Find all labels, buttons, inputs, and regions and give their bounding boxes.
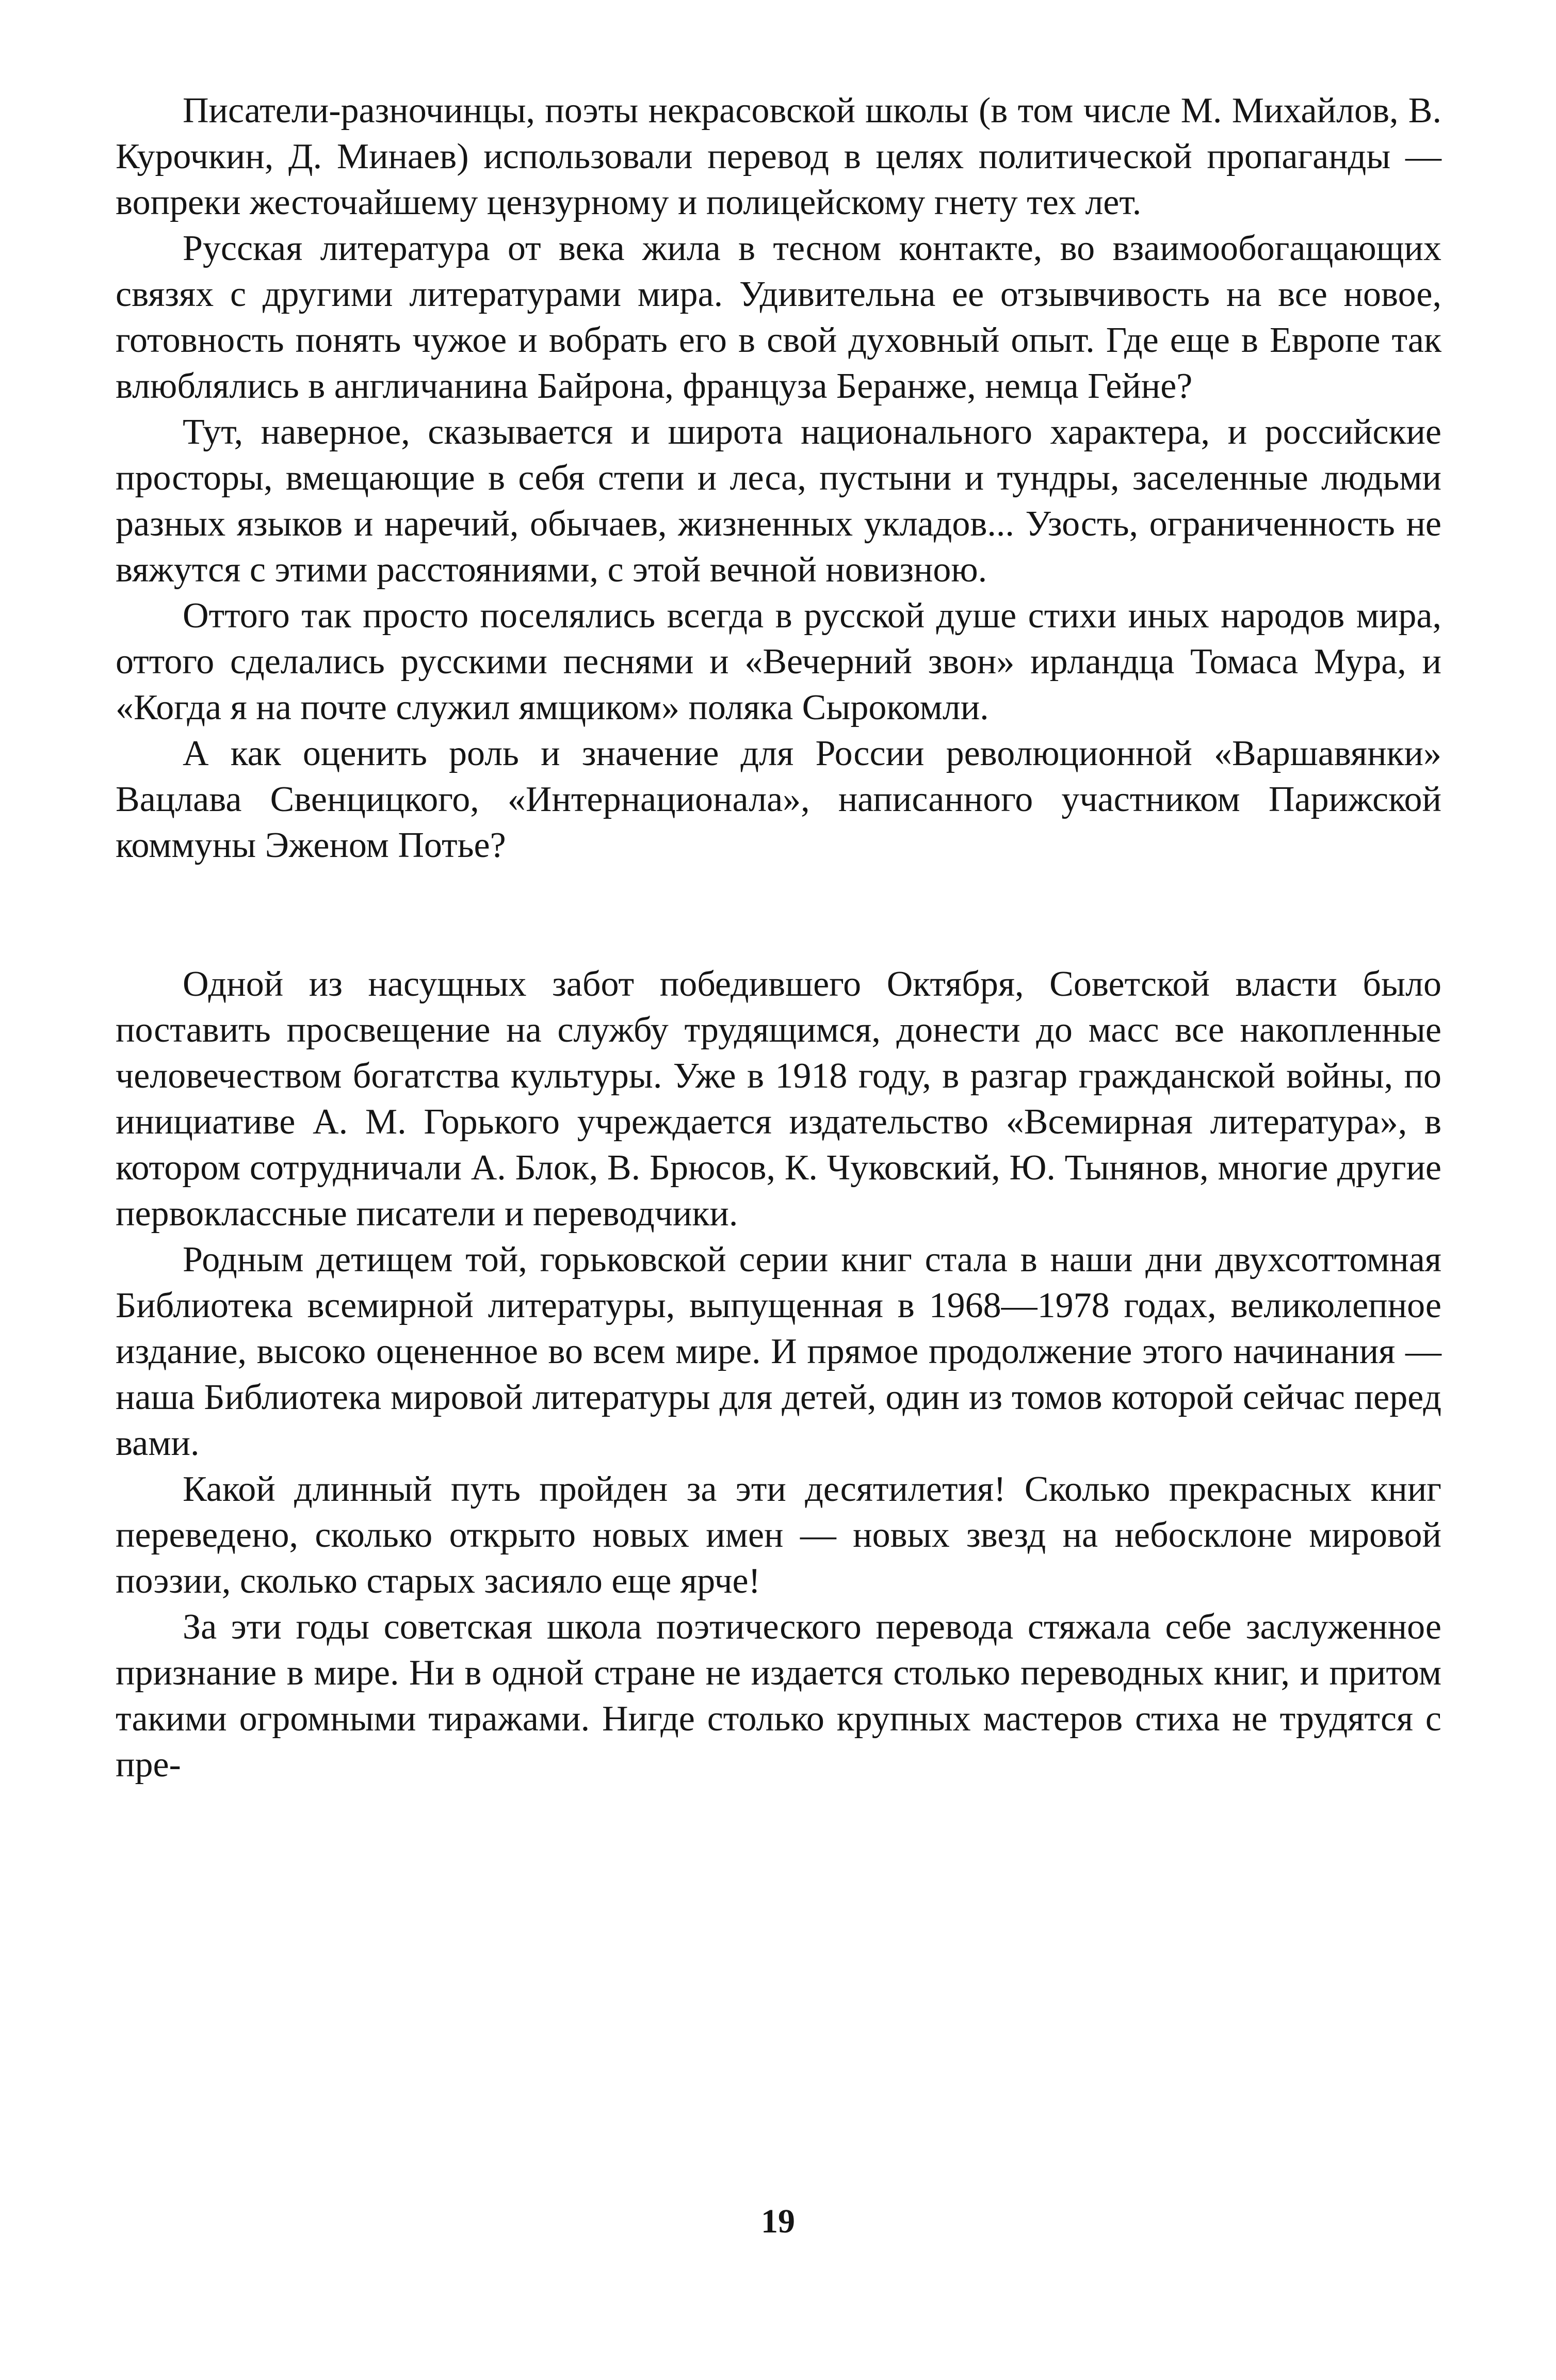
paragraph: Одной из насущных забот победившего Октября, Советской власти было поставить просвещение на службу трудящимся, донести до масс все накопленные человечеством богатства культуры. Уже в 1918 году, в разгар гражданской войны, по инициативе А. М. Горького учреждается издательство «Всемирная литература», в котором сотрудничали А. Блок, В. Брюсов, К. Чуковский, Ю. Тынянов, многие другие первоклассные писатели и переводчики. xyxy=(116,964,1441,1234)
paragraph: Русская литература от века жила в тесном контакте, во взаимообогащающих связях с другими литературами мира. Удивительна ее отзывчивость на все новое, готовность понять чужое и вобрать его в свой духовный опыт. Где еще в Европе так влюблялись в англичанина Байрона, француза Беранже, немца Гейне? xyxy=(116,229,1441,406)
paragraph: Оттого так просто поселялись всегда в русской душе стихи иных народов мира, оттого сделались русскими песнями и «Вечерний звон» ирландца Томаса Мура, и «Когда я на почте служил ямщиком» поляка Сырокомли. xyxy=(116,596,1441,727)
paragraph: Родным детищем той, горьковской серии книг стала в наши дни двухсоттомная Библиотека всемирной литературы, выпущенная в 1968—1978 годах, великолепное издание, высоко оцененное во всем мире. И прямое продолжение этого начинания — наша Библиотека мировой литературы для детей, один из томов которой сейчас перед вами. xyxy=(116,1240,1441,1463)
page-number: 19 xyxy=(761,2203,795,2240)
section-break xyxy=(116,868,1441,961)
paragraph: Писатели-разночинцы, поэты некрасовской школы (в том числе М. Михайлов, В. Курочкин, Д. Минаев) использовали перевод в целях политической пропаганды — вопреки жесточайшему цензурному и полицейскому гнету тех лет. xyxy=(116,91,1441,222)
paragraph: За эти годы советская школа поэтического перевода стяжала себе заслуженное признание в мире. Ни в одной стране не издается столько переводных книг, и притом такими огромными тиражами. Нигде столько крупных мастеров стиха не трудятся с пре- xyxy=(116,1607,1441,1785)
page-body xyxy=(116,88,1441,1788)
paragraph: Какой длинный путь пройден за эти десятилетия! Сколько прекрасных книг переведено, сколько открыто новых имен — новых звезд на небосклоне мировой поэзии, сколько старых засияло еще ярче! xyxy=(116,1469,1441,1601)
paragraph: Тут, наверное, сказывается и широта национального характера, и российские просторы, вмещающие в себя степи и леса, пустыни и тундры, заселенные людьми разных языков и наречий, обычаев, жизненных укладов... Узость, ограниченность не вяжутся с этими расстояниями, с этой вечной новизною. xyxy=(116,412,1441,590)
paragraph: А как оценить роль и значение для России революционной «Варшавянки» Вацлава Свенцицкого, «Интернационала», написанного участником Парижской коммуны Эженом Потье? xyxy=(116,734,1441,865)
